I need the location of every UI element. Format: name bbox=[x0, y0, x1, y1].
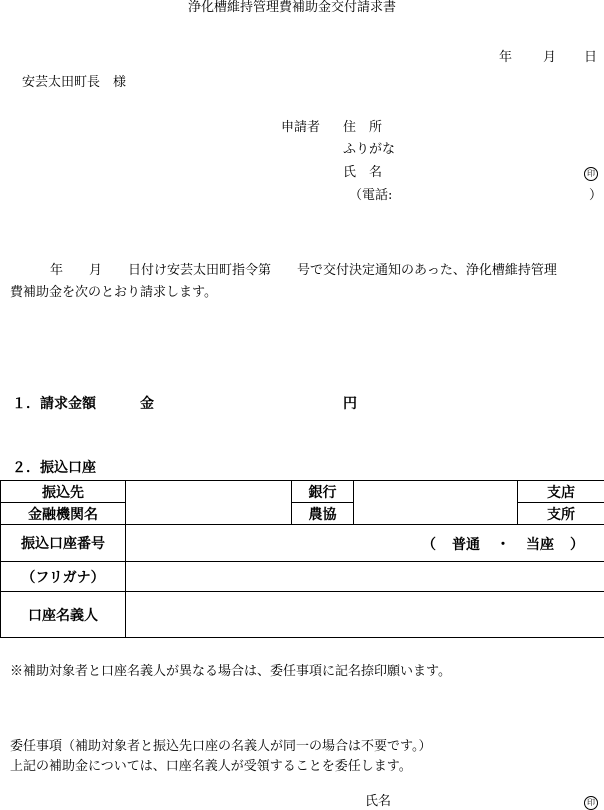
body-text-line1: 年 月 日付け安芸太田町指令第 号で交付決定通知のあった、浄化槽維持管理 bbox=[50, 263, 557, 278]
applicant-phone-close: ） bbox=[589, 188, 603, 203]
account-number-label: 振込口座番号 bbox=[1, 525, 126, 562]
signature-note: ※補助対象者と口座名義人が異なる場合は、委任事項に記名捺印願います。 bbox=[10, 664, 451, 679]
account-type-regular[interactable]: 普通 bbox=[452, 537, 480, 553]
date-year-label: 年 bbox=[499, 50, 513, 65]
section1-label: １．請求金額 bbox=[12, 396, 96, 412]
holder-furigana-field[interactable] bbox=[126, 562, 604, 592]
account-type-current[interactable]: 当座 bbox=[526, 537, 554, 553]
amount-kin-label: 金 bbox=[140, 396, 154, 412]
dest-label-line1: 振込先 bbox=[1, 481, 126, 503]
addressee: 安芸太田町長 様 bbox=[22, 75, 127, 90]
applicant-name-label: 氏 名 bbox=[343, 165, 383, 180]
account-type-open-paren: （ bbox=[422, 537, 436, 553]
branch-type-label: 支店 bbox=[518, 481, 604, 503]
applicant-heading: 申請者 bbox=[281, 120, 321, 135]
delegation-seal-mark: 印 bbox=[584, 795, 598, 810]
applicant-phone-open: （電話: bbox=[349, 188, 393, 203]
kyokai-type-label: 農協 bbox=[292, 503, 354, 525]
branch-office-type-label: 支所 bbox=[518, 503, 604, 525]
applicant-furigana-label: ふりがな bbox=[343, 142, 396, 157]
holder-name-field[interactable] bbox=[126, 592, 604, 638]
delegation-line1: 委任事項（補助対象者と振込先口座の名義人が同一の場合は不要です。） bbox=[10, 739, 432, 754]
date-month-label: 月 bbox=[543, 50, 557, 65]
section2-label: ２．振込口座 bbox=[12, 460, 96, 476]
account-type-options bbox=[422, 534, 584, 554]
account-type-close-paren: ） bbox=[570, 537, 584, 553]
applicant-address-label: 住 所 bbox=[343, 120, 383, 135]
body-text-line2: 費補助金を次のとおり請求します。 bbox=[10, 285, 217, 300]
bank-type-label: 銀行 bbox=[292, 481, 354, 503]
branch-name-field[interactable] bbox=[354, 481, 518, 525]
bank-name-field[interactable] bbox=[126, 481, 292, 525]
delegation-name-label: 氏名 bbox=[365, 794, 392, 809]
delegation-line2: 上記の補助金については、口座名義人が受領することを委任します。 bbox=[10, 759, 412, 774]
bank-account-table bbox=[0, 480, 604, 638]
holder-furigana-label: （フリガナ） bbox=[1, 562, 126, 592]
holder-name-label: 口座名義人 bbox=[1, 592, 126, 638]
dest-label-line2: 金融機関名 bbox=[1, 503, 126, 525]
date-day-label: 日 bbox=[584, 50, 598, 65]
applicant-seal-mark: 印 bbox=[584, 166, 598, 181]
account-type-separator: ・ bbox=[496, 537, 510, 553]
document-title: 浄化槽維持管理費補助金交付請求書 bbox=[188, 0, 397, 15]
amount-yen-label: 円 bbox=[343, 396, 357, 412]
account-number-field[interactable] bbox=[126, 525, 604, 562]
